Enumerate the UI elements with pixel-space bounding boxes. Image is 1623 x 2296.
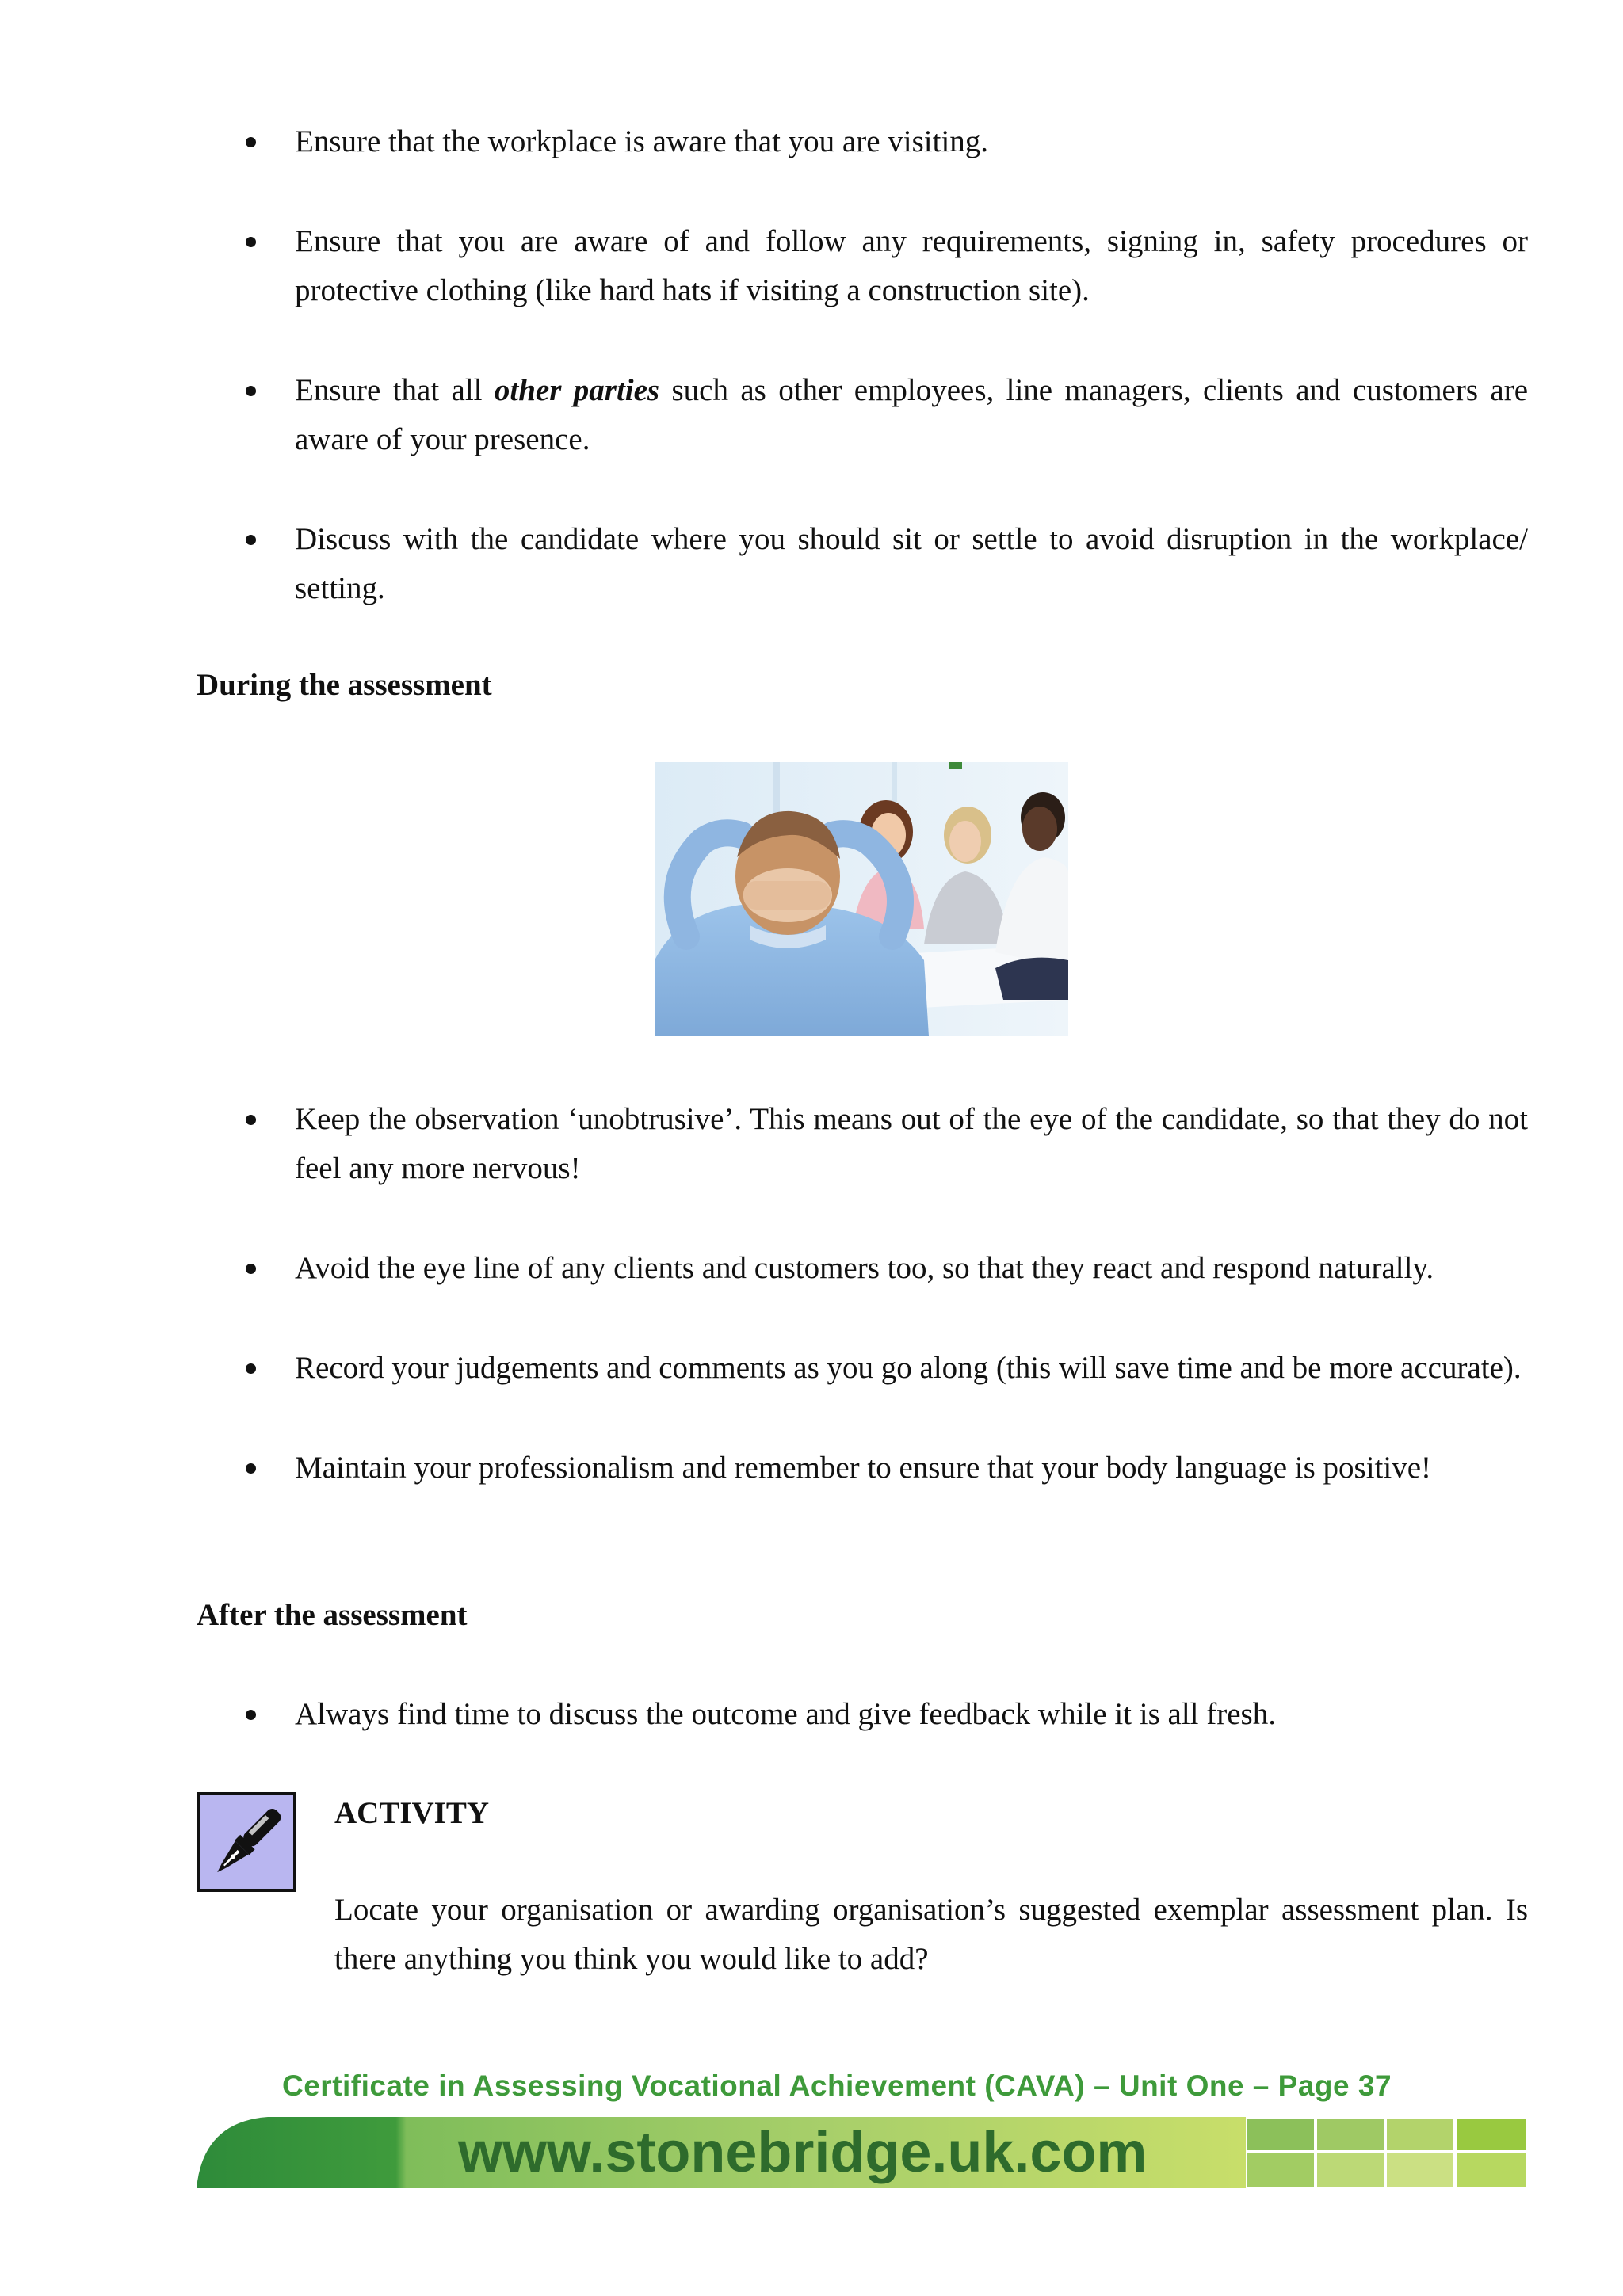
bullet-text: Maintain your professionalism and remember to ensure that your body language is positive! [295, 1451, 1431, 1485]
bullet-text: Record your judgements and comments as you go along (this will save time and be more accurate). [295, 1351, 1522, 1385]
list-item [197, 217, 1528, 315]
bullet-icon [246, 1710, 256, 1720]
fountain-pen-icon [200, 1795, 293, 1889]
list-item [197, 1244, 1528, 1293]
bullet-icon [246, 237, 256, 247]
bullet-text: Avoid the eye line of any clients and customers too, so that they react and respond naturally. [295, 1251, 1434, 1285]
bullet-icon [246, 535, 256, 545]
list-item [197, 1690, 1528, 1739]
bullet-icon [246, 1264, 256, 1274]
list-item [197, 366, 1528, 464]
bullet-text: Ensure that the workplace is aware that you are visiting. [295, 124, 989, 158]
bullet-icon [246, 1463, 256, 1474]
during-bullet-list [197, 1095, 1528, 1493]
bullet-icon [246, 137, 256, 147]
office-meeting-photo [655, 762, 1068, 1036]
bullet-text-end: such as other employees, line managers, clients and customers are aware of your presence. [295, 373, 1529, 456]
during-assessment-heading: During the assessment [197, 668, 492, 702]
footer-caption: Certificate in Assessing Vocational Achievement (CAVA) – Unit One – Page 37 [282, 2069, 1392, 2102]
emphasis-text: other parties [494, 373, 660, 407]
activity-title: ACTIVITY [334, 1796, 490, 1830]
list-item [197, 1444, 1528, 1493]
banner-tile-grid [1246, 2117, 1528, 2188]
bullet-text: Keep the observation ‘unobtrusive’. This means out of the eye of the candidate, so that they do not feel any more nervous! [295, 1102, 1528, 1185]
list-item [197, 515, 1528, 613]
activity-icon-box [197, 1792, 296, 1892]
pre-visit-bullet-list [197, 117, 1528, 613]
bullet-text: Always find time to discuss the outcome and give feedback while it is all fresh. [295, 1697, 1276, 1731]
activity-text: Locate your organisation or awarding organisation’s suggested exemplar assessment plan. Is there anything you think you would like to add? [334, 1893, 1528, 1976]
after-assessment-heading: After the assessment [197, 1598, 468, 1632]
list-item [197, 1344, 1528, 1393]
after-bullet-list [197, 1690, 1528, 1739]
bullet-icon [246, 1363, 256, 1374]
bullet-text: Ensure that you are aware of and follow any requirements, signing in, safety procedures or protective clothing (like hard hats if visiting a construction site). [295, 224, 1528, 307]
list-item [197, 1095, 1528, 1193]
bullet-text-start: Ensure that all [295, 373, 495, 407]
bullet-icon [246, 1115, 256, 1125]
footer-banner [197, 2117, 1528, 2188]
bullet-text: Discuss with the candidate where you should sit or settle to avoid disruption in the workplace/ setting. [295, 522, 1528, 605]
list-item [197, 117, 1528, 166]
bullet-icon [246, 386, 256, 396]
website-url[interactable]: www.stonebridge.uk.com [458, 2121, 1148, 2184]
